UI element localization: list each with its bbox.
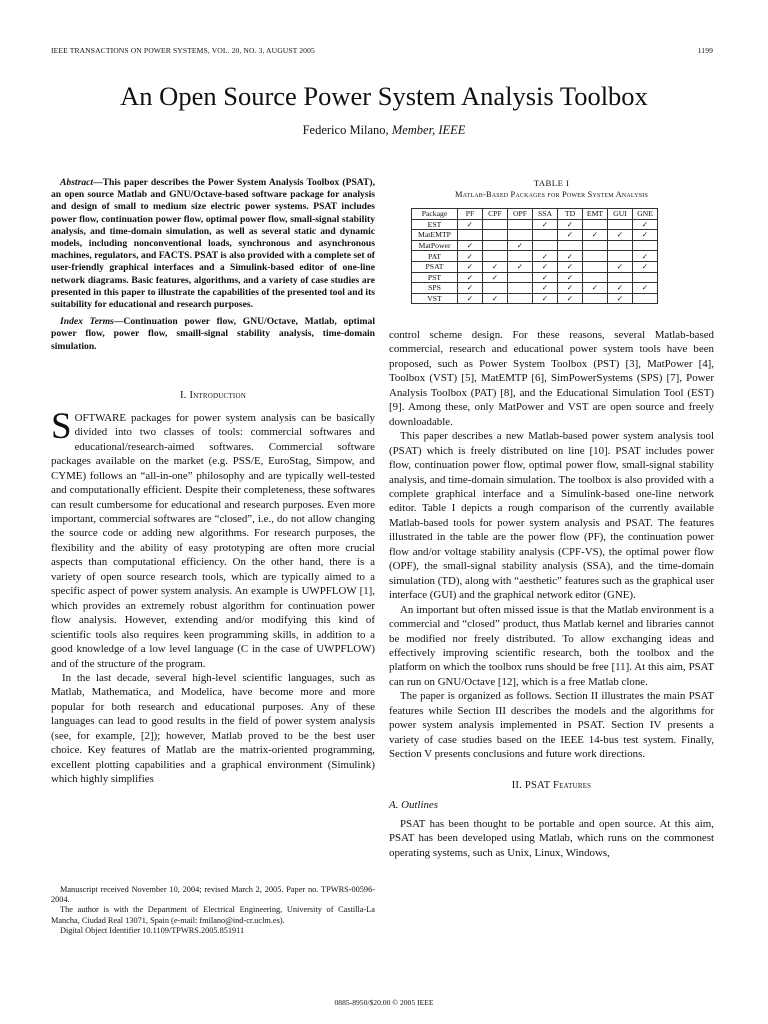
empty-cell (508, 293, 533, 304)
abstract-lead: Abstract (60, 177, 94, 188)
table-col-header: EMT (583, 209, 608, 220)
check-mark-cell: ✓ (608, 230, 633, 241)
empty-cell (508, 283, 533, 294)
check-mark-cell: ✓ (558, 219, 583, 230)
empty-cell (458, 230, 483, 241)
section-heading-psat-features (389, 779, 714, 792)
features-paragraph-1: PSAT has been thought to be portable and open source. At this aim, PSAT has been developed using Matlab, which runs on the commonest operating systems, such as Unix, Linux, Windows, (389, 817, 714, 859)
table-row-package: MatPower (412, 240, 458, 251)
table-col-header: TD (558, 209, 583, 220)
table-row-package: EST (412, 219, 458, 230)
intro-paragraph-5: An important but often missed issue is that the Matlab environment is a commercial and “closed” product, thus Matlab kernel and libraries cannot be modified nor freely distributed. To allow exchanging ideas and effectively improving scientific research, both the toolbox and the platform on which the toolbox runs should be free [11]. At this aim, PSAT can run on GNU/Octave [12], which is a free Matlab clone. (389, 603, 714, 688)
check-mark-cell: ✓ (583, 283, 608, 294)
check-mark-cell: ✓ (633, 261, 658, 272)
check-mark-cell: ✓ (458, 251, 483, 262)
check-mark-cell: ✓ (558, 251, 583, 262)
check-mark-cell: ✓ (458, 272, 483, 283)
intro-paragraph-3: control scheme design. For these reasons, several Matlab-based commercial, research and educational power system tools have been proposed, such as Power System Toolbox (PST) [3], MatPower [4], Toolbox (VST) [5], MatEMTP [6], SimPowerSystems (SPS) [7], Power Analysis Toolbox (PAT) [8], and the Educational Simulation Tool (EST) [9]. Among these, only MatPower and VST are open source and freely downloadable. (389, 329, 714, 428)
table-row-package: SPS (412, 283, 458, 294)
intro-paragraph-6: The paper is organized as follows. Section II illustrates the main PSAT features while Section III describes the models and the algorithms for power system analysis implemented in PSAT. Section IV presents a variety of case studies based on the IEEE 14-bus test system. Finally, Section V presents conclusions and future work directions. (389, 690, 714, 761)
check-mark-cell: ✓ (458, 293, 483, 304)
check-mark-cell: ✓ (508, 261, 533, 272)
empty-cell (533, 230, 558, 241)
empty-cell (483, 230, 508, 241)
author-affiliation: Member, IEEE (391, 123, 466, 137)
check-mark-cell: ✓ (508, 240, 533, 251)
index-terms (51, 316, 375, 353)
check-mark-cell: ✓ (583, 230, 608, 241)
check-mark-cell: ✓ (458, 240, 483, 251)
empty-cell (583, 251, 608, 262)
check-mark-cell: ✓ (458, 261, 483, 272)
check-mark-cell: ✓ (458, 283, 483, 294)
abstract (51, 177, 375, 311)
table-col-header: PF (458, 209, 483, 220)
index-terms-text: —Continuation power flow, GNU/Octave, Matlab, optimal power flow, power flow, smaill-signal stability analysis, time-domain simulation. (51, 316, 375, 352)
empty-cell (583, 293, 608, 304)
check-mark-cell: ✓ (533, 261, 558, 272)
empty-cell (608, 240, 633, 251)
empty-cell (508, 230, 533, 241)
table-number: TABLE I (533, 178, 570, 188)
journal-name: IEEE TRANSACTIONS ON POWER SYSTEMS, VOL. 20, NO. 3, AUGUST 2005 (51, 46, 315, 55)
empty-cell (508, 219, 533, 230)
table-col-header: GNE (633, 209, 658, 220)
check-mark-cell: ✓ (558, 272, 583, 283)
table-row (412, 272, 658, 283)
empty-cell (558, 240, 583, 251)
empty-cell (633, 272, 658, 283)
check-mark-cell: ✓ (533, 283, 558, 294)
table-row-package: MatEMTP (412, 230, 458, 241)
table-row-package: PST (412, 272, 458, 283)
intro-paragraph-1 (51, 405, 375, 671)
check-mark-cell: ✓ (533, 251, 558, 262)
check-mark-cell: ✓ (558, 293, 583, 304)
table-row (412, 293, 658, 304)
check-mark-cell: ✓ (458, 219, 483, 230)
check-mark-cell: ✓ (558, 261, 583, 272)
empty-cell (508, 251, 533, 262)
lead-caps: OFTWARE (74, 411, 127, 424)
table-row (412, 261, 658, 272)
empty-cell (583, 219, 608, 230)
check-mark-cell: ✓ (483, 261, 508, 272)
index-terms-lead: Index Terms (60, 316, 114, 328)
empty-cell (608, 251, 633, 262)
section-title: Introduction (189, 389, 246, 401)
table-row-package: PSAT (412, 261, 458, 272)
empty-cell (533, 240, 558, 251)
check-mark-cell: ✓ (608, 261, 633, 272)
right-column (389, 328, 714, 860)
section2-title: PSAT Features (524, 779, 592, 791)
footnote-manuscript: Manuscript received November 10, 2004; revised March 2, 2005. Paper no. TPWRS-00596-2004. (51, 885, 375, 905)
table-row (412, 219, 658, 230)
table-col-header: CPF (483, 209, 508, 220)
check-mark-cell: ✓ (558, 283, 583, 294)
left-column (51, 177, 375, 787)
table-row (412, 283, 658, 294)
abstract-text: —This paper describes the Power System Analysis Toolbox (PSAT), an open source Matlab and GNU/Octave-based software package for analysis and design of small to medium size electric power systems. PSAT includes power flow, continuation power flow, optimal power flow, small-signal stability analysis, and time-domain simulation, as well as several static and dynamic models, including nonconventional loads, synchronous and asynchronous machines, regulators, and FACTS. PSAT is also provided with a complete set of user-friendly graphical interfaces and a Simulink-based editor of one-line network diagrams. Basic features, algorithms, and a variety of case studies are presented in this paper to illustrate the capabilities of the presented tool and its suitability for educational and research purposes. (51, 177, 375, 311)
empty-cell (483, 251, 508, 262)
empty-cell (483, 283, 508, 294)
empty-cell (483, 219, 508, 230)
empty-cell (583, 261, 608, 272)
check-mark-cell: ✓ (633, 283, 658, 294)
check-mark-cell: ✓ (533, 272, 558, 283)
table-col-header: OPF (508, 209, 533, 220)
table-row (412, 230, 658, 241)
section-heading-introduction (51, 389, 375, 402)
empty-cell (483, 240, 508, 251)
running-head (51, 46, 713, 58)
check-mark-cell: ✓ (483, 293, 508, 304)
paper-title: An Open Source Power System Analysis Toolbox (120, 81, 648, 111)
check-mark-cell: ✓ (533, 293, 558, 304)
footnote-doi: Digital Object Identifier 10.1109/TPWRS.2005.851911 (60, 925, 245, 935)
page-number: 1199 (697, 46, 713, 55)
comparison-table (411, 208, 658, 304)
footnote-affiliation: The author is with the Department of Electrical Engineering, University of Castilla-La Mancha, Ciudad Real 13071, Spain (e-mail: fmilano@ind-cr.uclm.es). (51, 905, 375, 925)
check-mark-cell: ✓ (633, 219, 658, 230)
intro-paragraph-4: This paper describes a new Matlab-based power system analysis tool (PSAT) which is freely distributed on line [10]. PSAT includes power flow, continuation power flow, optimal power flow, small-signal stability analysis, and time-domain simulation. The toolbox is also provided with a complete graphical interface and a Simulink-based one-line network editor. Table I depicts a rough comparison of the currently available Matlab-based tools for power system analysis and PSAT. The features illustrated in the table are the power flow (PF), the continuation power flow and/or voltage stability analysis (CPF-VS), the optimal power flow (OPF), the small-signal stability analysis (SSA), and the time-domain simulation (TD), along with “aesthetic” features such as the graphical user interface (GUI) and the graphical network editor (GNE). (389, 430, 714, 602)
empty-cell (633, 240, 658, 251)
check-mark-cell: ✓ (633, 251, 658, 262)
check-mark-cell: ✓ (483, 272, 508, 283)
empty-cell (608, 272, 633, 283)
check-mark-cell: ✓ (558, 230, 583, 241)
intro-paragraph-2: In the last decade, several high-level scientific languages, such as Matlab, Mathematica, and Modelica, have become more and more popular for both research and educational purposes. Any of these languages can lead to good results in the field of power system analysis (see, for example, [2]); however, Matlab proved to be the best user choice. Key features of Matlab are the matrix-oriented programming, excellent plotting capabilities and a graphical environment (Simulink) which highly simplifies (51, 672, 375, 786)
empty-cell (508, 272, 533, 283)
author-line (0, 123, 768, 138)
table-col-header: Package (412, 209, 458, 220)
table-row-package: PAT (412, 251, 458, 262)
section-number: I. (180, 389, 187, 401)
empty-cell (583, 240, 608, 251)
copyright-footer: 0885-8950/$20.00 © 2005 IEEE (334, 998, 434, 1007)
author-name: Federico Milano, (302, 123, 389, 137)
footnotes (51, 885, 375, 936)
empty-cell (633, 293, 658, 304)
introduction-body (51, 405, 375, 787)
section2-number: II. (511, 779, 523, 791)
empty-cell (608, 219, 633, 230)
table-col-header: GUI (608, 209, 633, 220)
table-header-row (412, 209, 658, 220)
table-1 (389, 178, 714, 304)
check-mark-cell: ✓ (608, 283, 633, 294)
check-mark-cell: ✓ (533, 219, 558, 230)
subsection-outlines: A. Outlines (389, 798, 439, 811)
intro-p1-text: packages for power system analysis can be basically divided into two classes of tools: commercial softwares and educational/research-aimed softwares. Commercial software packages available on the market (e.g. PSS/E, EuroStag, Simpow, and CYME) follows an “all-in-one” philosophy and are typically well-tested and computationally efficient. Despite their completeness, these softwares can result cumbersome for educational and research purposes. Even more important, commercial softwares are “closed”, i.e., do not allow changing the source code or adding new algorithms. For research purposes, the flexibility and the ability of easy prototyping are often more crucial aspects than computational efficiency. On the other hand, there is a variety of open source research tools, which are typically aimed to a specific aspect of power system analysis. An example is UWPFLOW [1], which provides an extremely robust algorithm for continuation power flow analysis. However, extending and/or modifying this kind of scientific tools also requires keen programming skills, in addition to a good knowledge of a low level language (C in the case of UWPFLOW) and of the structure of the program. (51, 411, 375, 670)
drop-cap: S (51, 405, 72, 447)
table-row (412, 251, 658, 262)
check-mark-cell: ✓ (608, 293, 633, 304)
empty-cell (583, 272, 608, 283)
check-mark-cell: ✓ (633, 230, 658, 241)
table-title: Matlab-Based Packages for Power System Analysis (455, 190, 648, 199)
table-row (412, 240, 658, 251)
table-col-header: SSA (533, 209, 558, 220)
table-row-package: VST (412, 293, 458, 304)
